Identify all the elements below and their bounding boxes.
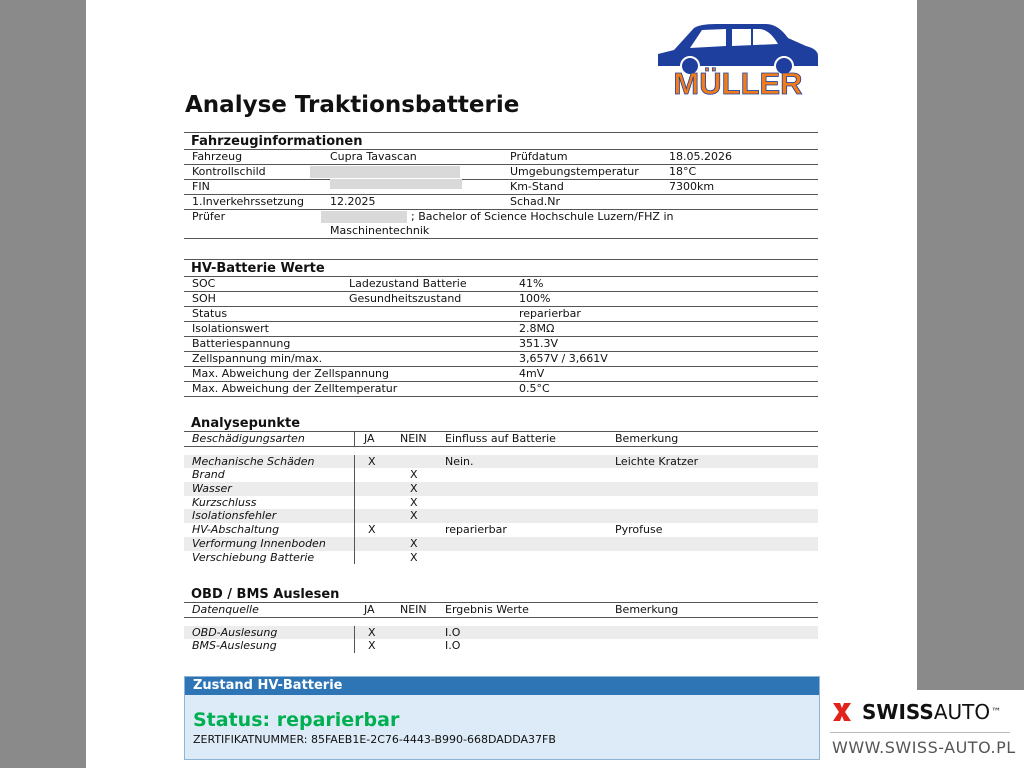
vehicle-cell-l2: Schad.Nr: [510, 195, 560, 208]
hv-cell-label: SOC: [192, 277, 216, 290]
obd-header-c4: Ergebnis Werte: [445, 603, 529, 616]
vehicle-row: [184, 164, 818, 179]
vehicle-cell-l2: Km-Stand: [510, 180, 564, 193]
vehicle-cell-v1: Cupra Tavascan: [330, 150, 417, 163]
obd-row: [184, 626, 818, 640]
hv-row: [184, 306, 818, 321]
vehicle-section: [184, 132, 818, 239]
analyse-header-c1: Beschädigungsarten: [192, 432, 305, 445]
pruefer-label: Prüfer: [192, 210, 226, 223]
hv-cell-label: Isolationswert: [192, 322, 269, 335]
vehicle-cell-l1: FIN: [192, 180, 210, 193]
mueller-logo: [656, 16, 820, 96]
hv-row: [184, 336, 818, 351]
hv-cell-desc: Ladezustand Batterie: [349, 277, 467, 290]
hv-cell-value: 4mV: [519, 367, 545, 380]
obd-header-c2: JA: [364, 603, 375, 616]
swissauto-name-light: AUTO: [933, 700, 991, 724]
hv-row: [184, 276, 818, 291]
analyse-cell-c1: Verschiebung Batterie: [192, 550, 315, 564]
analyse-cell-c3: X: [410, 482, 418, 496]
right-margin: [917, 0, 1024, 690]
vehicle-row: [184, 149, 818, 164]
hv-row: [184, 291, 818, 306]
swissauto-divider: [830, 732, 1010, 733]
analyse-row: [184, 551, 818, 565]
analyse-divider: [354, 455, 355, 469]
analyse-cell-c1: Brand: [192, 468, 225, 482]
analyse-cell-c1: Verformung Innenboden: [192, 536, 326, 550]
analyse-header-c5: Bemerkung: [615, 432, 679, 445]
hv-cell-label: Max. Abweichung der Zellspannung: [192, 367, 390, 380]
obd-cell-c4: I.O: [445, 625, 461, 639]
analyse-cell-c3: X: [410, 495, 418, 509]
analyse-cell-c1: Mechanische Schäden: [192, 454, 315, 468]
analyse-row: [184, 523, 818, 537]
analyse-divider: [354, 496, 355, 510]
obd-header-c5: Bemerkung: [615, 603, 679, 616]
obd-cell-c1: BMS-Auslesung: [192, 639, 277, 653]
analyse-row: [184, 482, 818, 496]
analyse-header-c4: Einfluss auf Batterie: [445, 432, 556, 445]
analyse-section-title: Analysepunkte: [191, 416, 301, 431]
hv-cell-value: 3,657V / 3,661V: [519, 352, 608, 365]
hv-row: [184, 381, 818, 397]
obd-divider: [354, 639, 355, 653]
swissauto-name-bold: SWISS: [862, 700, 934, 724]
analyse-divider: [354, 523, 355, 537]
analyse-row: [184, 509, 818, 523]
obd-header-c3: NEIN: [400, 603, 427, 616]
analyse-cell-c5: Leichte Kratzer: [615, 454, 699, 468]
analyse-cell-c2: X: [368, 523, 376, 537]
zustand-status: Status: reparierbar: [193, 709, 400, 731]
analyse-divider: [354, 509, 355, 523]
analyse-divider: [354, 551, 355, 565]
redacted-vin: [330, 179, 462, 189]
analyse-header-c3: NEIN: [400, 432, 427, 445]
obd-cell-c2: X: [368, 625, 376, 639]
vehicle-row: [184, 179, 818, 194]
hv-row: [184, 351, 818, 366]
analyse-header-row: [184, 431, 818, 447]
analyse-cell-c3: X: [410, 509, 418, 523]
obd-cell-c4: I.O: [445, 639, 461, 653]
hv-cell-label: Zellspannung min/max.: [192, 352, 323, 365]
swissauto-tm: ™: [991, 706, 1002, 718]
obd-header-row: [184, 602, 818, 618]
vehicle-cell-l2: Prüfdatum: [510, 150, 568, 163]
vehicle-cell-l1: Fahrzeug: [192, 150, 243, 163]
analyse-row: [184, 537, 818, 551]
swissauto-x-icon: [830, 700, 854, 724]
analyse-cell-c3: X: [410, 536, 418, 550]
redacted-plate: [310, 166, 460, 178]
hv-cell-value: 0.5°C: [519, 382, 550, 395]
hv-cell-value: reparierbar: [519, 307, 581, 320]
obd-row: [184, 639, 818, 653]
analyse-row: [184, 496, 818, 510]
hv-cell-value: 2.8MΩ: [519, 322, 555, 335]
hv-row: [184, 366, 818, 381]
obd-section: [184, 586, 818, 653]
hv-cell-value: 100%: [519, 292, 551, 305]
hv-cell-desc: Gesundheitszustand: [349, 292, 462, 305]
zustand-header: Zustand HV-Batterie: [185, 677, 819, 695]
analyse-cell-c1: Kurzschluss: [192, 495, 257, 509]
hv-cell-value: 41%: [519, 277, 544, 290]
vehicle-cell-v1: 12.2025: [330, 195, 376, 208]
vehicle-cell-v2: 7300km: [669, 180, 715, 193]
obd-divider: [354, 626, 355, 640]
vehicle-cell-l1: Kontrollschild: [192, 165, 266, 178]
zustand-box: [184, 676, 820, 760]
hv-section: [184, 259, 818, 397]
zustand-cert: ZERTIFIKATNUMMER: 85FAEB1E-2C76-4443-B990-668DADDA37FB: [193, 733, 556, 746]
analyse-divider-top: [354, 432, 355, 446]
hv-cell-label: Batteriespannung: [192, 337, 291, 350]
obd-cell-c2: X: [368, 639, 376, 653]
analyse-cell-c4: Nein.: [445, 454, 474, 468]
swissauto-url[interactable]: WWW.SWISS-AUTO.PL: [832, 738, 1016, 757]
analyse-row: [184, 455, 818, 469]
hv-cell-label: SOH: [192, 292, 216, 305]
pruefer-value-2: Maschinentechnik: [330, 224, 430, 237]
vehicle-row: [184, 194, 818, 209]
page-title: Analyse Traktionsbatterie: [185, 92, 520, 118]
hv-cell-value: 351.3V: [519, 337, 559, 350]
vehicle-cell-v2: 18.05.2026: [669, 150, 732, 163]
analyse-divider: [354, 468, 355, 482]
analyse-divider: [354, 537, 355, 551]
obd-cell-c1: OBD-Auslesung: [192, 625, 278, 639]
analyse-cell-c1: Wasser: [192, 482, 232, 496]
analyse-cell-c1: HV-Abschaltung: [192, 523, 280, 537]
vehicle-section-title: Fahrzeuginformationen: [184, 132, 818, 149]
analyse-divider: [354, 482, 355, 496]
obd-section-title: OBD / BMS Auslesen: [191, 587, 340, 602]
vehicle-cell-v2: 18°C: [669, 165, 697, 178]
vehicle-cell-l1: 1.Inverkehrssetzung: [192, 195, 304, 208]
pruefer-row: [184, 209, 818, 239]
analyse-cell-c5: Pyrofuse: [615, 523, 663, 537]
hv-row: [184, 321, 818, 336]
hv-section-title: HV-Batterie Werte: [184, 259, 818, 276]
obd-header-c1: Datenquelle: [192, 603, 259, 616]
vehicle-cell-l2: Umgebungstemperatur: [510, 165, 639, 178]
analyse-header-c2: JA: [364, 432, 375, 445]
svg-text:MÜLLER: MÜLLER: [673, 66, 803, 96]
swissauto-logo: [830, 700, 1001, 724]
hv-cell-label: Max. Abweichung der Zelltemperatur: [192, 382, 398, 395]
pruefer-value-1: ; Bachelor of Science Hochschule Luzern/FHZ in: [411, 210, 674, 223]
analyse-cell-c2: X: [368, 454, 376, 468]
analyse-cell-c4: reparierbar: [445, 523, 507, 537]
redacted-name: [321, 211, 407, 223]
hv-cell-label: Status: [192, 307, 228, 320]
analyse-section: [184, 415, 818, 564]
analyse-cell-c3: X: [410, 550, 418, 564]
analyse-row: [184, 468, 818, 482]
analyse-cell-c3: X: [410, 468, 418, 482]
analyse-cell-c1: Isolationsfehler: [192, 509, 277, 523]
